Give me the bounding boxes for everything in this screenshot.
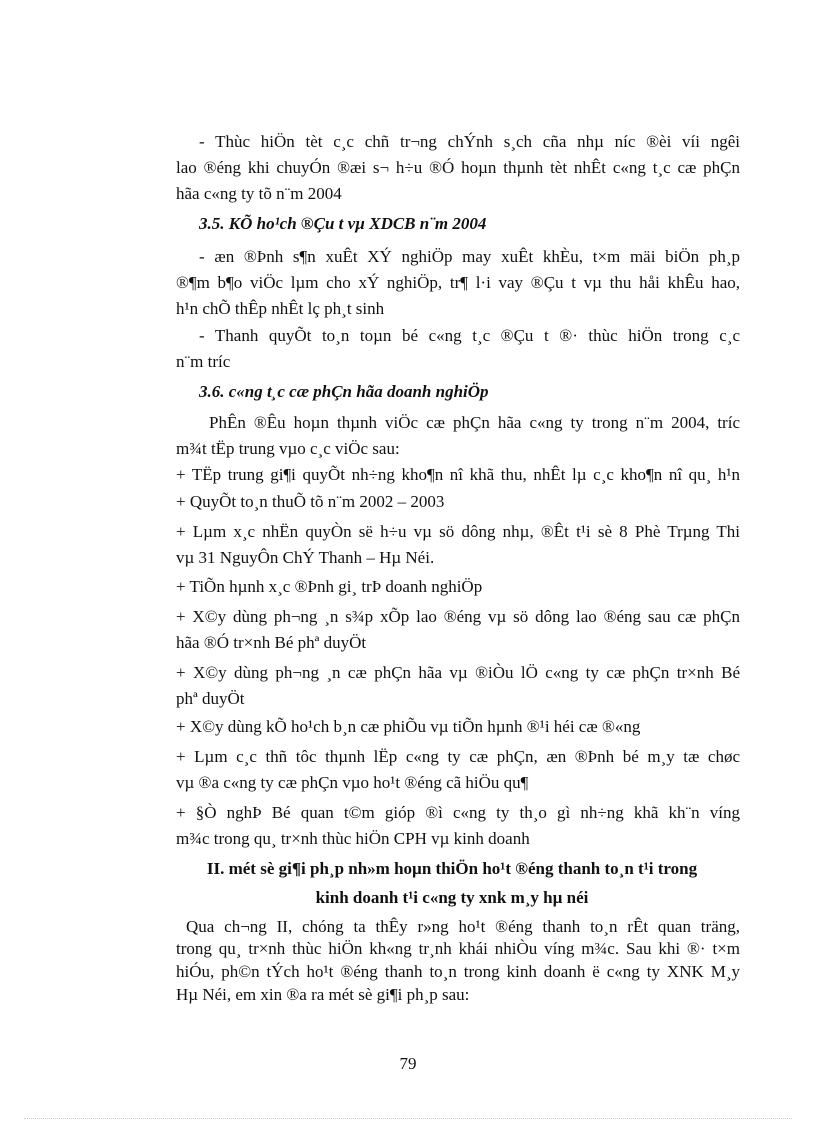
list-item: + X©y dùng ph¬ng ¸n cæ phÇn hãa vµ ®iÒu lÖ c«ng ty cæ phÇn tr×nh Bé — [176, 663, 740, 682]
section-heading: 3.6. c«ng t¸c cæ phÇn hãa doanh nghiÖp — [199, 382, 489, 401]
list-item: vµ 31 NguyÔn ChÝ Thanh – Hµ Néi. — [176, 548, 435, 567]
list-item: phª duyÖt — [176, 689, 245, 708]
list-item: + Lµm c¸c thñ tôc thµnh lËp c«ng ty cæ phÇn, æn ®Þnh bé m¸y tæ chøc — [176, 747, 740, 766]
section-heading: 3.5. KÕ ho¹ch ®Çu t vµ XDCB n¨m 2004 — [199, 214, 487, 233]
list-item: + Lµm x¸c nhËn quyÒn së h÷u vµ sö dông nhµ, ®Êt t¹i sè 8 Phè Trµng Thi — [176, 522, 740, 541]
paragraph-line: hiÓu, ph©n tÝch ho¹t ®éng thanh to¸n trong kinh doanh ë c«ng ty XNK M¸y — [176, 962, 740, 981]
list-item: vµ ®a c«ng ty cæ phÇn vµo ho¹t ®éng cã hiÖu qu¶ — [176, 773, 529, 792]
list-item: + X©y dùng kÕ ho¹ch b¸n cæ phiÕu vµ tiÕn hµnh ®¹i héi cæ ®«ng — [176, 717, 641, 736]
page-number: 79 — [399, 1054, 417, 1073]
paragraph-line: n¨m tríc — [176, 352, 231, 371]
list-item: + X©y dùng ph¬ng ¸n s¾p xÕp lao ®éng vµ sö dông lao ®éng sau cæ phÇn — [176, 607, 740, 626]
page-bottom-rule — [24, 1118, 792, 1119]
paragraph-line: hãa c«ng ty tõ n¨m 2004 — [176, 184, 342, 203]
list-item: + QuyÕt to¸n thuÕ tõ n¨m 2002 – 2003 — [176, 492, 445, 511]
paragraph-line: m¾t tËp trung vµo c¸c viÖc sau: — [176, 439, 400, 458]
paragraph-line: PhÊn ®Êu hoµn thµnh viÖc cæ phÇn hãa c«ng ty trong n¨m 2004, tríc — [209, 413, 740, 432]
list-item: + TiÕn hµnh x¸c ®Þnh gi¸ trÞ doanh nghiÖp — [176, 577, 483, 596]
paragraph-line: Qua ch¬ng II, chóng ta thÊy r»ng ho¹t ®éng thanh to¸n rÊt quan träng, — [186, 917, 740, 936]
paragraph-line: ®¶m b¶o viÖc lµm cho xÝ nghiÖp, tr¶ l·i vay ®Çu t vµ thu håi khÊu hao, — [176, 273, 740, 292]
list-item: + §Ò nghÞ Bé quan t©m gióp ®ì c«ng ty th¸o gì nh÷ng khã kh¨n víng — [176, 803, 740, 822]
paragraph-line: trong qu¸ tr×nh thùc hiÖn kh«ng tr¸nh khái nhiÒu víng m¾c. Sau khi ®· t×m — [176, 939, 740, 958]
chapter-heading: II. mét sè gi¶i ph¸p nh»m hoµn thiÖn ho¹t ®éng thanh to¸n t¹i trong — [206, 859, 698, 878]
chapter-heading: kinh doanh t¹i c«ng ty xnk m¸y hµ néi — [315, 888, 589, 907]
paragraph-line: h¹n chÕ thÊp nhÊt lç ph¸t sinh — [176, 299, 385, 318]
list-item: + TËp trung gi¶i quyÕt nh÷ng kho¶n nî khã thu, nhÊt lµ c¸c kho¶n nî qu¸ h¹n — [176, 465, 740, 484]
paragraph-line: Hµ Néi, em xin ®a ra mét sè gi¶i ph¸p sau: — [176, 985, 470, 1004]
paragraph-line: - æn ®Þnh s¶n xuÊt XÝ nghiÖp may xuÊt khÈu, t×m mäi biÖn ph¸p — [199, 247, 740, 266]
paragraph-line: - Thùc hiÖn tèt c¸c chñ tr¬ng chÝnh s¸ch cña nhµ níc ®èi víi ngêi — [199, 132, 740, 151]
paragraph-line: lao ®éng khi chuyÓn ®æi s¬ h÷u ®Ó hoµn thµnh tèt nhÊt c«ng t¸c cæ phÇn — [176, 158, 740, 177]
list-item: hãa ®Ó tr×nh Bé phª duyÖt — [176, 633, 367, 652]
paragraph-line: - Thanh quyÕt to¸n toµn bé c«ng t¸c ®Çu t ®· thùc hiÖn trong c¸c — [199, 326, 740, 345]
list-item: m¾c trong qu¸ tr×nh thùc hiÖn CPH vµ kinh doanh — [176, 829, 530, 848]
